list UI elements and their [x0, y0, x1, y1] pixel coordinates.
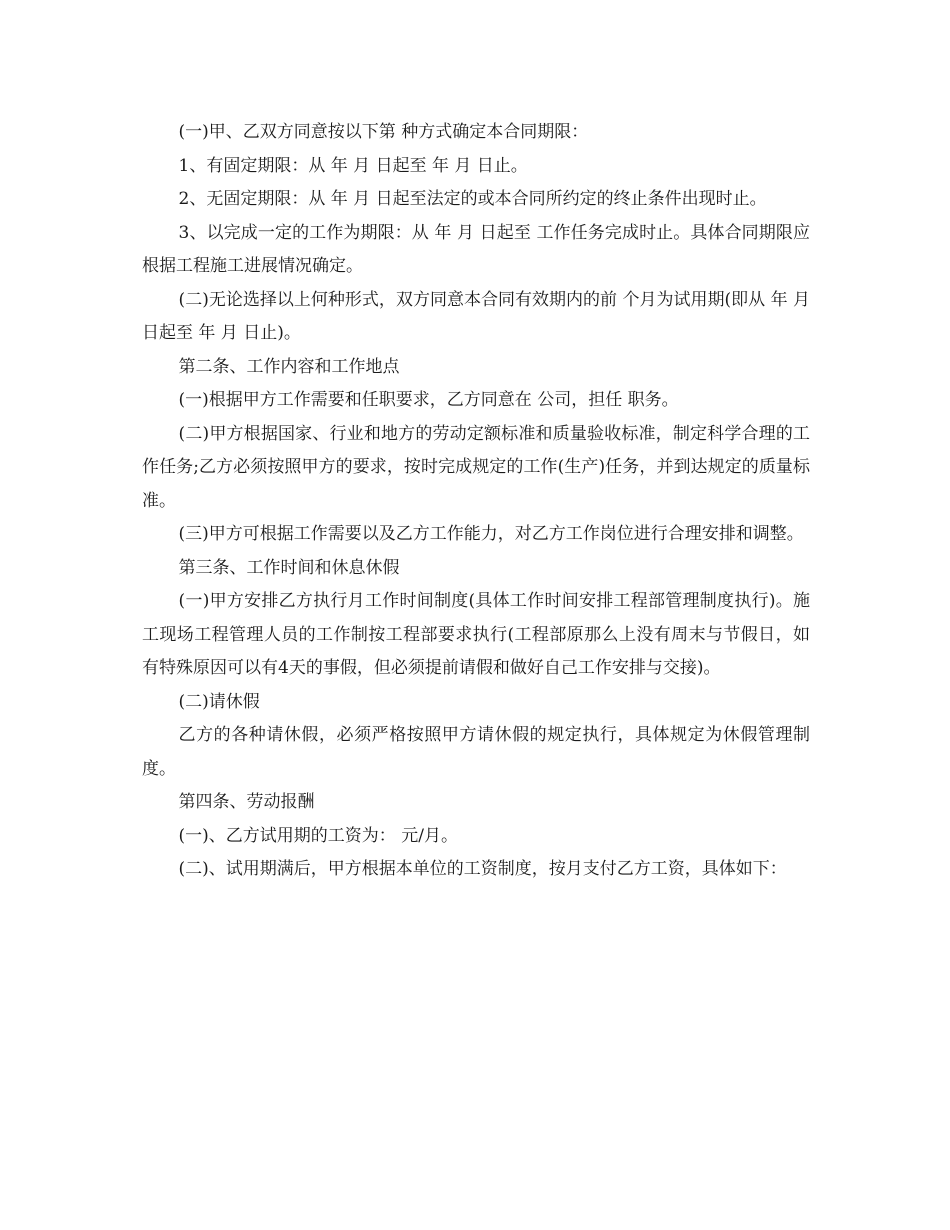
paragraph-probation: (二)无论选择以上何种形式，双方同意本合同有效期内的前 个月为试用期(即从 年 月 日起至 年 月 日止)。 [142, 289, 810, 343]
paragraph-contract-term-intro: (一)甲、乙双方同意按以下第 种方式确定本合同期限： [178, 122, 589, 142]
heading-article-4: 第四条、劳动报酬 [178, 792, 315, 812]
paragraph-probation-salary: (一)、乙方试用期的工资为： 元/月。 [178, 825, 458, 846]
paragraph-work-standards: (二)甲方根据国家、行业和地方的劳动定额标准和质量验收标准，制定科学合理的工作任务;乙方必须按照甲方的要求，按时完成规定的工作(生产)任务，并到达规定的质量标准。 [142, 423, 810, 511]
paragraph-fixed-term: 1、有固定期限：从 年 月 日起至 年 月 日止。 [178, 155, 528, 176]
document-body [142, 116, 810, 887]
heading-article-3: 第三条、工作时间和休息休假 [178, 557, 400, 578]
paragraph-regular-salary: (二)、试用期满后，甲方根据本单位的工资制度，按月支付乙方工资，具体如下： [178, 859, 787, 879]
paragraph-leave-rules: 乙方的各种请休假，必须严格按照甲方请休假的规定执行，具体规定为休假管理制度。 [142, 725, 810, 779]
heading-article-2: 第二条、工作内容和工作地点 [178, 356, 400, 377]
paragraph-working-hours: (一)甲方安排乙方执行月工作时间制度(具体工作时间安排工程部管理制度执行)。施工现场工程管理人员的工作制按工程部要求执行(工程部原那么上没有周末与节假日，如有特殊原因可以有4天的事假，但必须提前请假和做好自己工作安排与交接)。 [142, 591, 810, 678]
paragraph-task-term: 3、以完成一定的工作为期限：从 年 月 日起至 工作任务完成时止。具体合同期限应根据工程施工进展情况确定。 [142, 222, 810, 276]
paragraph-open-term: 2、无固定期限：从 年 月 日起至法定的或本合同所约定的终止条件出现时止。 [178, 189, 767, 209]
paragraph-position: (一)根据甲方工作需要和任职要求，乙方同意在 公司，担任 职务。 [178, 390, 679, 410]
paragraph-leave-heading: (二)请休假 [178, 691, 260, 712]
paragraph-job-adjustment: (三)甲方可根据工作需要以及乙方工作能力，对乙方工作岗位进行合理安排和调整。 [178, 524, 804, 544]
